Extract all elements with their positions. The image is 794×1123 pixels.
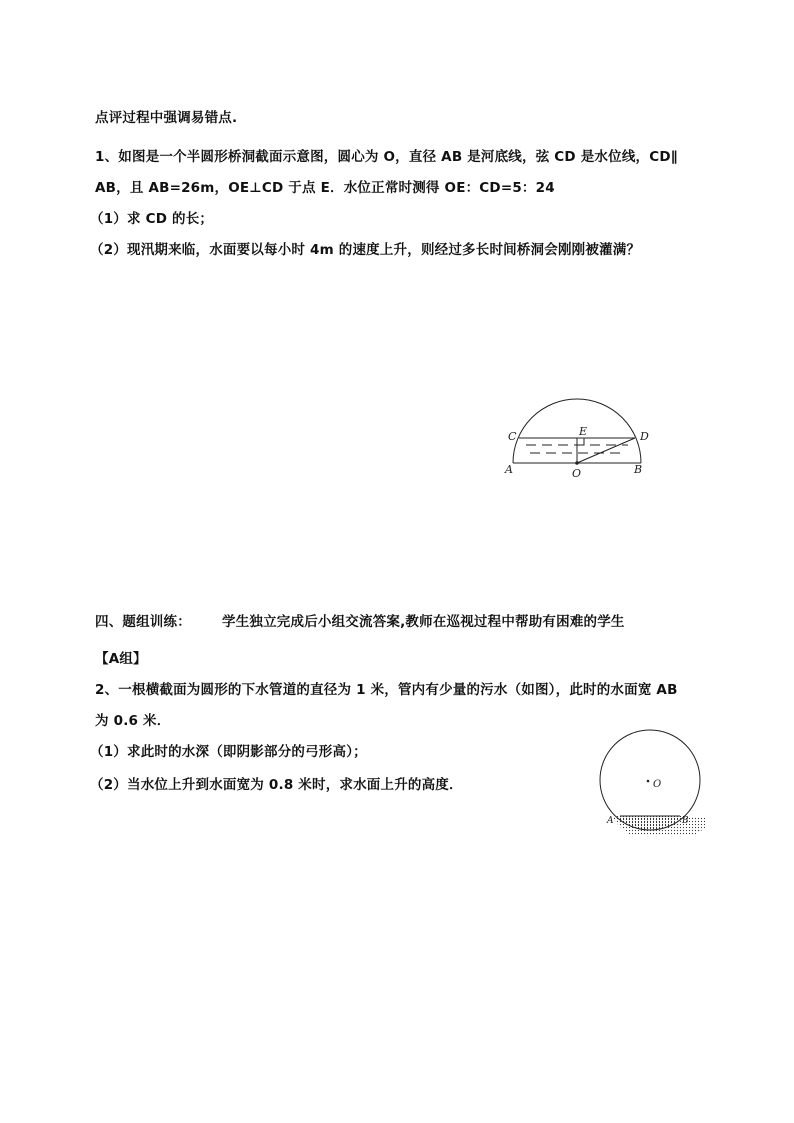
problem1-line1: 1、如图是一个半圆形桥洞截面示意图，圆心为 O，直径 AB 是河底线，弦 CD 是水位线，CD∥ bbox=[95, 149, 678, 165]
group-a-label: 【A组】 bbox=[95, 651, 147, 667]
section4-note: 学生独立完成后小组交流答案,教师在巡视过程中帮助有困难的学生 bbox=[222, 614, 625, 630]
bridge-arch-figure bbox=[500, 390, 660, 485]
pipe-label-B: B bbox=[682, 816, 689, 826]
problem2-line1: 2、一根横截面为圆形的下水管道的直径为 1 米，管内有少量的污水（如图），此时的水面宽 AB bbox=[95, 682, 678, 698]
label-D: D bbox=[640, 430, 649, 443]
pipe-label-A: A bbox=[607, 816, 614, 826]
right-angle-marker bbox=[577, 438, 584, 445]
center-O-dot bbox=[575, 461, 579, 465]
label-C: C bbox=[508, 430, 517, 443]
intro-note: 点评过程中强调易错点. bbox=[95, 110, 238, 126]
segment-OD bbox=[577, 438, 635, 463]
label-B: B bbox=[634, 463, 643, 476]
section4-heading: 四、题组训练： bbox=[95, 614, 191, 630]
pipe-labels bbox=[598, 770, 718, 830]
label-A: A bbox=[505, 463, 513, 476]
problem2-part2: （2）当水位上升到水面宽为 0.8 米时，求水面上升的高度． bbox=[90, 777, 463, 793]
problem1-part1: （1）求 CD 的长； bbox=[90, 211, 214, 227]
label-E: E bbox=[579, 425, 588, 438]
label-O: O bbox=[572, 467, 582, 480]
problem1-line2: AB，且 AB=26m，OE⊥CD 于点 E．水位正常时测得 OE：CD=5：24 bbox=[95, 180, 555, 196]
problem2-part1: （1）求此时的水深（即阴影部分的弓形高）； bbox=[90, 744, 367, 760]
problem1-part2: （2）现汛期来临，水面要以每小时 4m 的速度上升，则经过多长时间桥洞会刚刚被灌满？ bbox=[90, 242, 641, 258]
pipe-label-O: O bbox=[653, 779, 662, 790]
problem2-line2: 为 0.6 米． bbox=[95, 713, 171, 729]
